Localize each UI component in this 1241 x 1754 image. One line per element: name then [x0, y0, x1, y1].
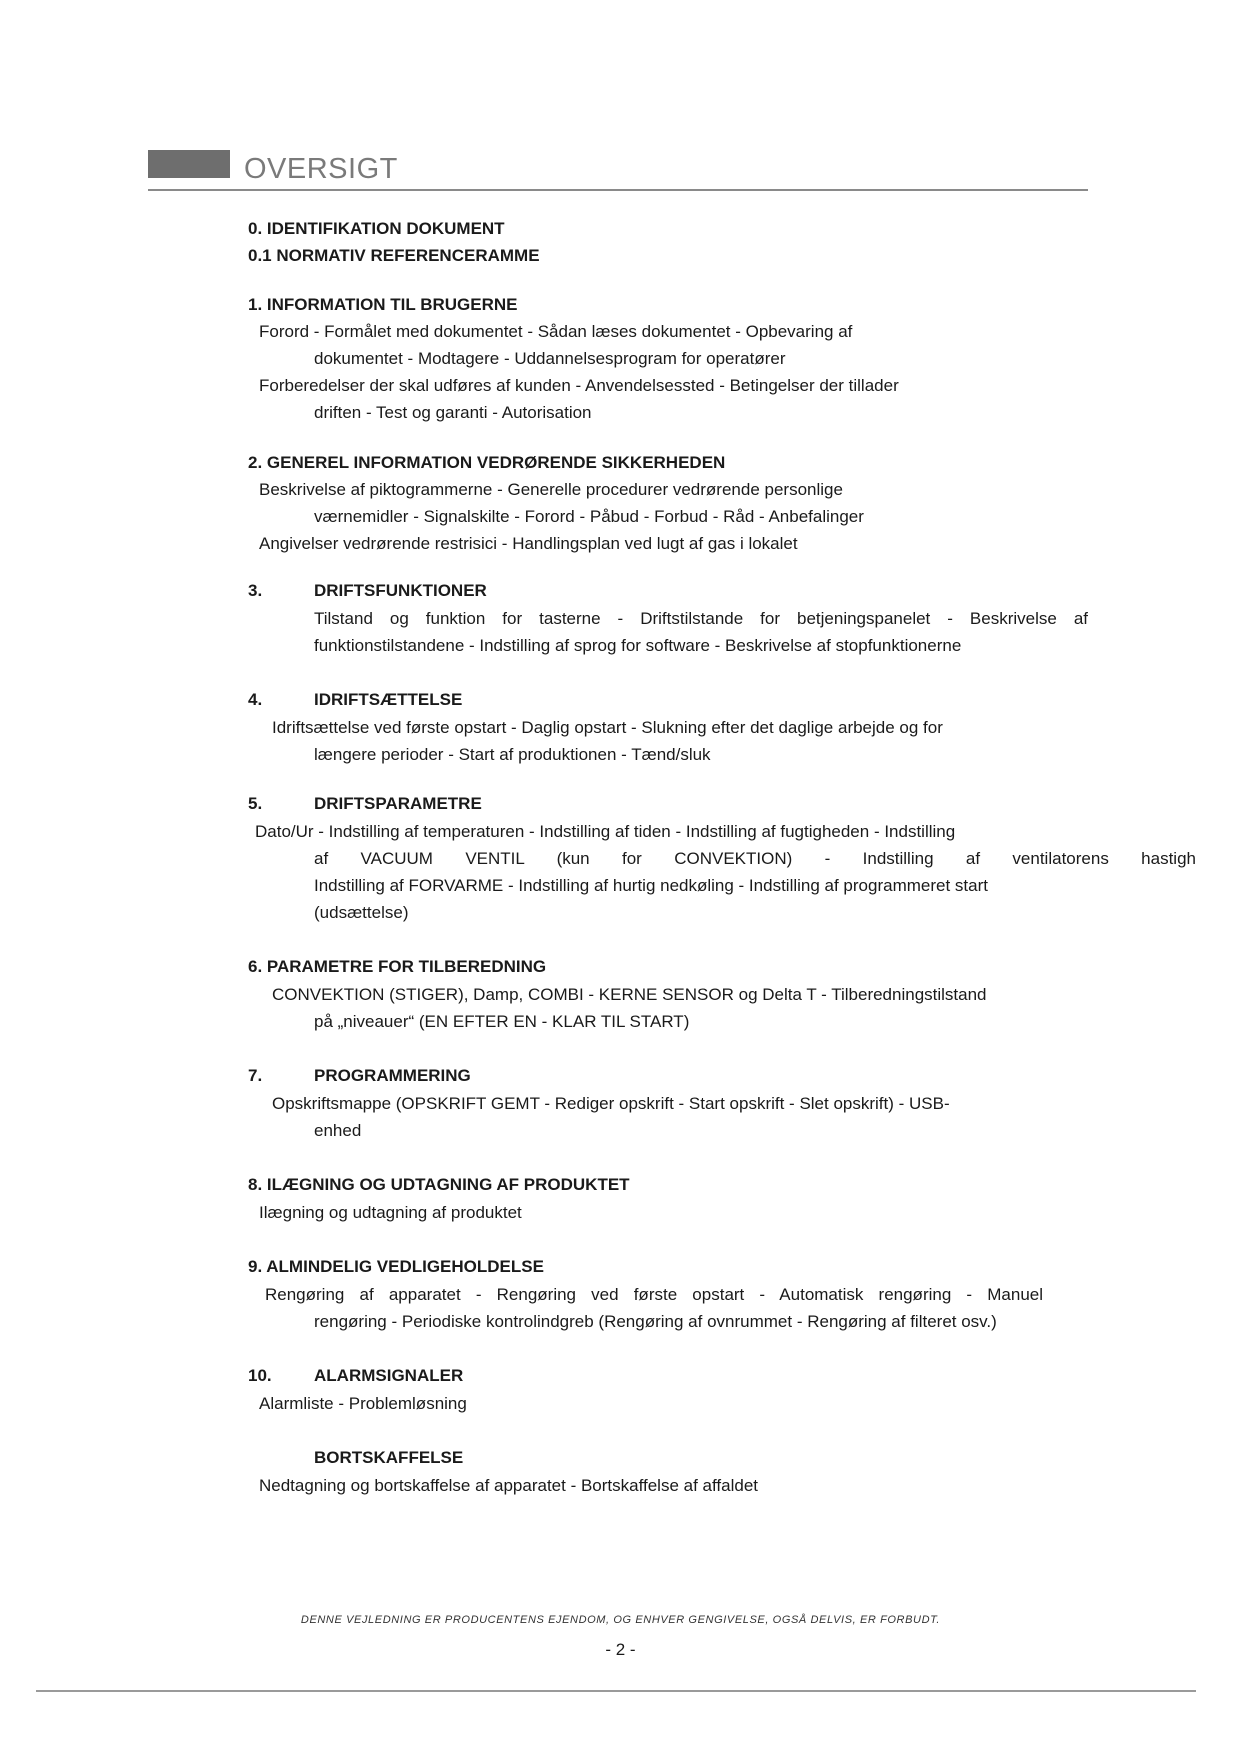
section-4-line: længere perioder - Start af produktionen - Tænd/sluk: [314, 745, 711, 764]
section-5-line: Dato/Ur - Indstilling af temperaturen - Indstilling af tiden - Indstilling af fugtigheden - Indstilling: [255, 822, 956, 841]
section-8-heading: 8. ILÆGNING OG UDTAGNING AF PRODUKTET: [248, 1175, 630, 1194]
section-1-line: driften - Test og garanti - Autorisation: [314, 403, 592, 422]
section-4-number: 4.: [248, 690, 263, 709]
section-5-line: Indstilling af FORVARME - Indstilling af hurtig nedkøling - Indstilling af programmeret start: [314, 876, 988, 895]
disposal-line: Nedtagning og bortskaffelse af apparatet - Bortskaffelse af affaldet: [259, 1476, 758, 1495]
section-7-line: Opskriftsmappe (OPSKRIFT GEMT - Rediger opskrift - Start opskrift - Slet opskrift) - USB-: [272, 1094, 950, 1113]
section-7-number: 7.: [248, 1066, 263, 1085]
section-10-heading: ALARMSIGNALER: [314, 1366, 464, 1385]
section-6-line: CONVEKTION (STIGER), Damp, COMBI - KERNE SENSOR og Delta T - Tilberedningstilstand: [272, 985, 987, 1004]
section-5-line: af VACUUM VENTIL (kun for CONVEKTION) - Indstilling af ventilatorens hastigh: [314, 849, 1196, 868]
section-5-number: 5.: [248, 794, 263, 813]
section-10-line: Alarmliste - Problemløsning: [259, 1394, 467, 1413]
copyright-notice: DENNE VEJLEDNING ER PRODUCENTENS EJENDOM, OG ENHVER GENGIVELSE, OGSÅ DELVIS, ER FORBUDT.: [300, 1614, 941, 1626]
section-1-line: dokumentet - Modtagere - Uddannelsesprogram for operatører: [314, 349, 786, 368]
section-9-line: Rengøring af apparatet - Rengøring ved første opstart - Automatisk rengøring - Manuel: [265, 1285, 1043, 1304]
header-divider: [148, 189, 1088, 191]
section-2-heading: 2. GENEREL INFORMATION VEDRØRENDE SIKKERHEDEN: [248, 453, 726, 472]
section-3-line: Tilstand og funktion for tasterne - Driftstilstande for betjeningspanelet - Beskrivelse af: [314, 609, 1088, 628]
section-9-line: rengøring - Periodiske kontrolindgreb (Rengøring af ovnrummet - Rengøring af filteret osv.): [314, 1312, 997, 1331]
section-5-heading: DRIFTSPARAMETRE: [314, 794, 482, 813]
section-1-line: Forberedelser der skal udføres af kunden - Anvendelsessted - Betingelser der tillader: [259, 376, 899, 395]
section-7-line: enhed: [314, 1121, 362, 1140]
section-2-line: Beskrivelse af piktogrammerne - Generelle procedurer vedrørende personlige: [259, 480, 843, 499]
section-3-line: funktionstilstandene - Indstilling af sprog for software - Beskrivelse af stopfunktionerne: [314, 636, 962, 655]
section-1-line: Forord - Formålet med dokumentet - Sådan læses dokumentet - Opbevaring af: [259, 322, 853, 341]
disposal-heading: BORTSKAFFELSE: [314, 1448, 464, 1467]
section-10-number: 10.: [248, 1366, 272, 1385]
section-1-heading: 1. INFORMATION TIL BRUGERNE: [248, 295, 518, 314]
section-2-line: værnemidler - Signalskilte - Forord - Påbud - Forbud - Råd - Anbefalinger: [314, 507, 864, 526]
section-4-line: Idriftsættelse ved første opstart - Daglig opstart - Slukning efter det daglige arbejde og for: [272, 718, 943, 737]
section-4-heading: IDRIFTSÆTTELSE: [314, 690, 463, 709]
section-5-line: (udsættelse): [314, 903, 409, 922]
section-9-heading: 9. ALMINDELIG VEDLIGEHOLDELSE: [248, 1257, 544, 1276]
section-7-heading: PROGRAMMERING: [314, 1066, 471, 1085]
header-accent-block: [148, 150, 230, 178]
footer-divider: [36, 1690, 1196, 1692]
section-6-heading: 6. PARAMETRE FOR TILBEREDNING: [248, 957, 547, 976]
page-title: OVERSIGT: [244, 153, 398, 185]
section-0-1-heading: 0.1 NORMATIV REFERENCERAMME: [248, 246, 540, 265]
page-number: - 2 -: [605, 1640, 636, 1659]
section-6-line: på „niveauer“ (EN EFTER EN - KLAR TIL START): [314, 1012, 690, 1031]
section-3-heading: DRIFTSFUNKTIONER: [314, 581, 487, 600]
section-3-number: 3.: [248, 581, 263, 600]
section-2-line: Angivelser vedrørende restrisici - Handlingsplan ved lugt af gas i lokalet: [259, 534, 798, 553]
section-8-line: Ilægning og udtagning af produktet: [259, 1203, 522, 1222]
section-0-heading: 0. IDENTIFIKATION DOKUMENT: [248, 219, 505, 238]
